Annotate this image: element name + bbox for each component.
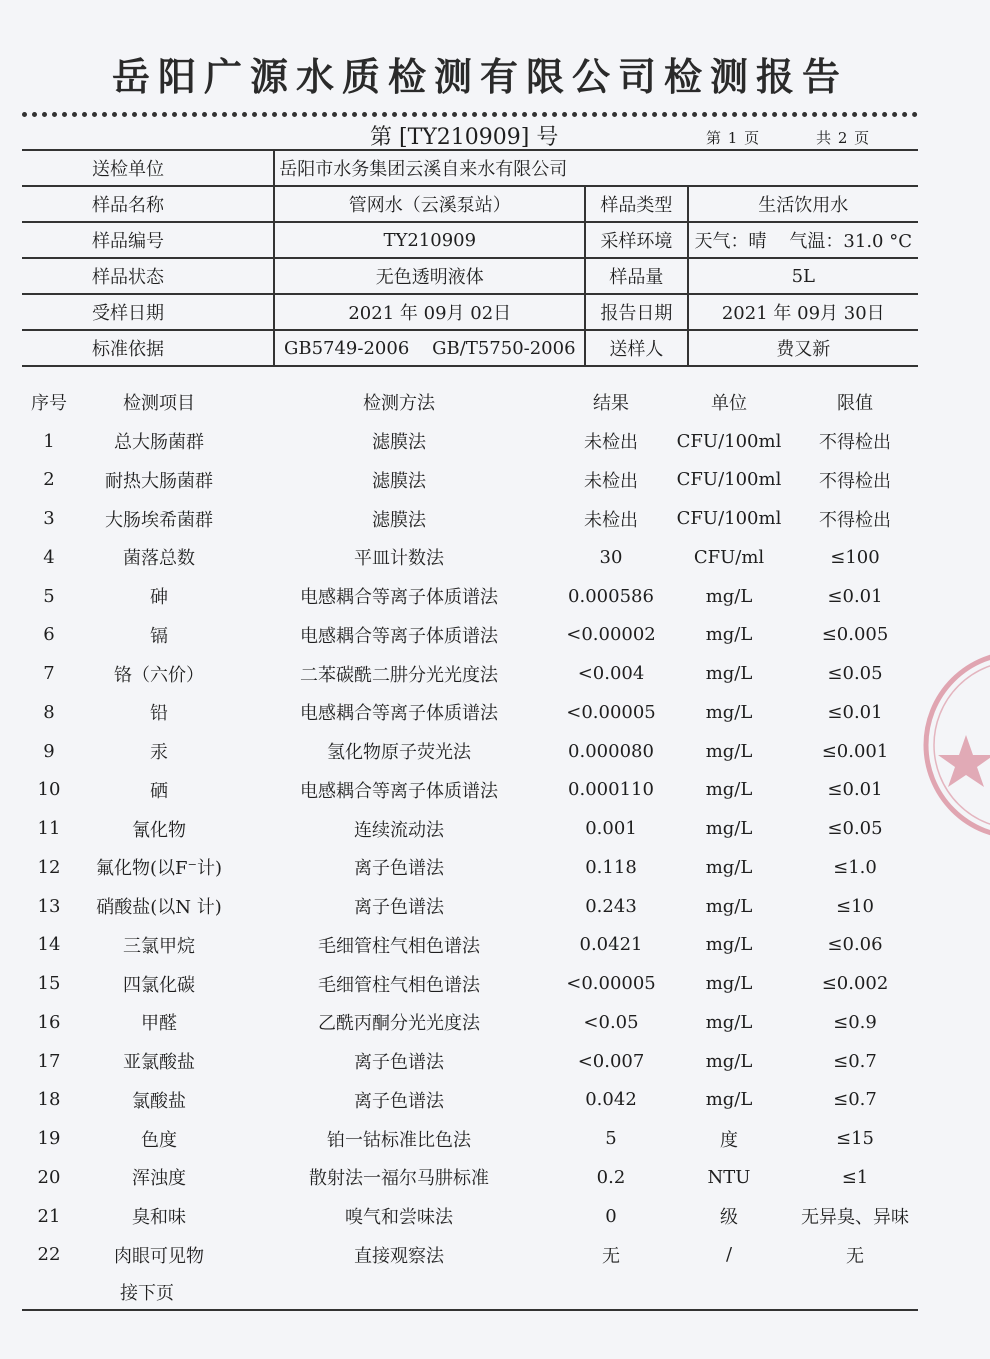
cell-unit: mg/L	[705, 973, 753, 995]
cell-item: 三氯甲烷	[123, 935, 195, 957]
cell-number: 15	[37, 973, 61, 995]
cell-limit: ≤0.01	[827, 779, 883, 801]
cell-item: 氰化物	[132, 819, 186, 841]
cell-result: 0.000110	[568, 779, 654, 801]
report-title: 岳阳广源水质检测有限公司检测报告	[111, 55, 848, 99]
cell-number: 7	[43, 663, 55, 685]
header-cell: 结果	[593, 393, 629, 415]
cell-limit: 无	[846, 1245, 864, 1267]
table-row	[22, 887, 918, 926]
cell-unit: mg/L	[705, 624, 753, 646]
table-row	[22, 964, 918, 1003]
cell-result: <0.05	[583, 1011, 639, 1033]
cell-item: 耐热大肠菌群	[105, 470, 213, 492]
cell-limit: ≤0.7	[833, 1050, 877, 1072]
info-row	[22, 330, 918, 366]
table-row	[22, 848, 918, 887]
cell-result: 无	[602, 1245, 620, 1267]
cell-limit: ≤100	[830, 546, 880, 568]
cell-result: 未检出	[584, 432, 638, 454]
cell-result: 0.001	[585, 818, 637, 840]
cell-number: 20	[37, 1166, 61, 1188]
cell-limit: ≤1	[841, 1166, 869, 1188]
cell-number: 19	[37, 1128, 61, 1150]
cell-method: 电感耦合等离子体质谱法	[300, 703, 498, 725]
cell-method: 离子色谱法	[354, 897, 444, 919]
table-row	[22, 577, 918, 616]
table-row	[22, 1119, 918, 1158]
cell-result: 0.243	[585, 895, 637, 917]
cell-number: 5	[43, 585, 55, 607]
cell-method: 滤膜法	[372, 509, 426, 531]
cell-limit: ≤1.0	[833, 856, 877, 878]
page-current: 第 1 页	[706, 129, 761, 147]
info-label: 样品状态	[22, 258, 274, 294]
cell-result: 未检出	[584, 509, 638, 531]
cell-result: 0.000080	[568, 740, 654, 762]
cell-method: 毛细管柱气相色谱法	[318, 935, 480, 957]
cell-limit: 不得检出	[819, 509, 891, 531]
cell-number: 9	[43, 740, 55, 762]
table-row	[22, 499, 918, 538]
table-row	[22, 461, 918, 500]
cell-result: 0.0421	[579, 934, 643, 956]
cell-item: 氯酸盐	[132, 1090, 186, 1112]
cell-number: 18	[37, 1089, 61, 1111]
table-row	[22, 1197, 918, 1236]
cell-item: 总大肠菌群	[114, 432, 204, 454]
cell-number: 21	[37, 1205, 61, 1227]
cell-limit: ≤0.05	[827, 818, 883, 840]
info-label: 受样日期	[22, 294, 274, 330]
cell-item: 汞	[150, 742, 168, 764]
cell-method: 直接观察法	[354, 1245, 444, 1267]
cell-number: 4	[43, 546, 55, 568]
cell-method: 平皿计数法	[354, 548, 444, 570]
cell-limit: ≤0.06	[827, 934, 883, 956]
cell-item: 菌落总数	[123, 548, 195, 570]
continued-note: 接下页	[120, 1283, 174, 1304]
cell-number: 14	[37, 934, 61, 956]
header-cell: 检测项目	[123, 393, 195, 415]
header-cell: 单位	[711, 393, 747, 415]
cell-item: 肉眼可见物	[114, 1245, 204, 1267]
cell-result: <0.004	[577, 663, 645, 685]
cell-limit: ≤0.005	[821, 624, 889, 646]
cell-unit: 度	[720, 1129, 738, 1151]
cell-limit: 不得检出	[819, 432, 891, 454]
cell-unit: mg/L	[705, 1011, 753, 1033]
cell-result: 0	[605, 1205, 617, 1227]
table-row	[22, 809, 918, 848]
cell-result: 0.118	[585, 856, 637, 878]
cell-number: 16	[37, 1011, 61, 1033]
table-row	[22, 1003, 918, 1042]
cell-method: 滤膜法	[372, 432, 426, 454]
cell-unit: CFU/100ml	[676, 469, 782, 491]
test-results-table	[22, 383, 918, 1274]
header-cell: 检测方法	[363, 393, 435, 415]
cell-result: <0.00005	[566, 973, 656, 995]
info-row	[22, 186, 918, 222]
info-label: 标准依据	[22, 330, 274, 366]
cell-number: 2	[43, 469, 55, 491]
sample-info-table	[22, 149, 918, 367]
info-label: 采样环境	[585, 222, 687, 258]
info-label: 送样人	[585, 330, 687, 366]
cell-unit: /	[725, 1244, 733, 1266]
cell-number: 17	[37, 1050, 61, 1072]
cell-number: 10	[37, 779, 61, 801]
cell-unit: mg/L	[705, 585, 753, 607]
cell-method: 乙酰丙酮分光光度法	[318, 1013, 480, 1035]
info-label: 报告日期	[585, 294, 687, 330]
cell-result: <0.00005	[566, 701, 656, 723]
table-row	[22, 1081, 918, 1120]
cell-item: 甲醛	[141, 1013, 177, 1035]
cell-limit: ≤0.9	[833, 1011, 877, 1033]
info-value: 无色透明液体	[274, 258, 585, 294]
cell-limit: ≤0.01	[827, 701, 883, 723]
cell-method: 散射法一福尔马肼标准	[309, 1168, 489, 1190]
cell-number: 6	[43, 624, 55, 646]
cell-number: 8	[43, 701, 55, 723]
info-value: 生活饮用水	[688, 186, 918, 222]
cell-method: 离子色谱法	[354, 858, 444, 880]
cell-limit: ≤0.001	[821, 740, 889, 762]
cell-method: 连续流动法	[354, 819, 444, 841]
cell-method: 嗅气和尝味法	[345, 1207, 453, 1229]
info-row	[22, 222, 918, 258]
stamp-seal-icon	[918, 640, 990, 850]
cell-unit: mg/L	[705, 856, 753, 878]
cell-method: 铂一钴标准比色法	[327, 1129, 471, 1151]
cell-item: 大肠埃希菌群	[105, 509, 213, 531]
cell-method: 离子色谱法	[354, 1090, 444, 1112]
header-cell: 限值	[837, 393, 873, 415]
info-value: 2021 年 09月 02日	[274, 294, 585, 330]
cell-number: 13	[37, 895, 61, 917]
table-row	[22, 771, 918, 810]
cell-unit: mg/L	[705, 740, 753, 762]
cell-unit: mg/L	[705, 1089, 753, 1111]
cell-item: 硒	[150, 780, 168, 802]
cell-limit: ≤15	[836, 1128, 874, 1150]
cell-unit: NTU	[707, 1166, 751, 1188]
table-row	[22, 732, 918, 771]
cell-limit: ≤0.7	[833, 1089, 877, 1111]
cell-method: 电感耦合等离子体质谱法	[300, 780, 498, 802]
cell-method: 电感耦合等离子体质谱法	[300, 625, 498, 647]
cell-unit: mg/L	[705, 663, 753, 685]
cell-number: 1	[43, 430, 55, 452]
dotted-divider	[22, 112, 918, 117]
cell-method: 二苯碳酰二肼分光光度法	[300, 664, 498, 686]
info-value: GB5749-2006 GB/T5750-2006	[274, 330, 585, 366]
cell-unit: mg/L	[705, 1050, 753, 1072]
table-row	[22, 1042, 918, 1081]
info-value: 管网水（云溪泵站）	[274, 186, 585, 222]
info-value: TY210909	[274, 222, 585, 258]
cell-result: 30	[599, 546, 623, 568]
cell-item: 砷	[150, 587, 168, 609]
cell-unit: mg/L	[705, 818, 753, 840]
cell-unit: 级	[720, 1207, 738, 1229]
cell-number: 3	[43, 508, 55, 530]
cell-result: 0.2	[596, 1166, 626, 1188]
info-value: 5L	[688, 258, 918, 294]
cell-result: 未检出	[584, 470, 638, 492]
cell-unit: mg/L	[705, 779, 753, 801]
info-label: 样品编号	[22, 222, 274, 258]
bottom-rule	[22, 1309, 918, 1311]
table-row	[22, 616, 918, 655]
page-total: 共 2 页	[816, 129, 871, 147]
cell-number: 11	[37, 818, 61, 840]
cell-item: 亚氯酸盐	[123, 1052, 195, 1074]
info-value: 天气：晴 气温：31.0 °C	[688, 222, 918, 258]
cell-item: 铅	[150, 703, 168, 725]
info-label: 样品类型	[585, 186, 687, 222]
cell-limit: 不得检出	[819, 470, 891, 492]
cell-item: 氟化物(以F⁻计)	[95, 858, 223, 880]
cell-item: 色度	[141, 1129, 177, 1151]
cell-limit: ≤10	[836, 895, 874, 917]
table-row	[22, 1236, 918, 1275]
cell-unit: mg/L	[705, 934, 753, 956]
table-row	[22, 926, 918, 965]
info-row	[22, 150, 918, 186]
info-row	[22, 258, 918, 294]
cell-method: 毛细管柱气相色谱法	[318, 974, 480, 996]
cell-item: 镉	[150, 625, 168, 647]
page-info	[706, 127, 870, 148]
info-label: 样品名称	[22, 186, 274, 222]
cell-item: 硝酸盐(以N 计)	[96, 897, 222, 919]
info-row	[22, 294, 918, 330]
cell-method: 滤膜法	[372, 470, 426, 492]
cell-unit: mg/L	[705, 895, 753, 917]
cell-unit: CFU/100ml	[676, 508, 782, 530]
report-number: 第 [TY210909] 号	[370, 125, 559, 150]
info-value: 2021 年 09月 30日	[688, 294, 918, 330]
cell-limit: ≤0.002	[821, 973, 889, 995]
info-value: 岳阳市水务集团云溪自来水有限公司	[274, 150, 918, 186]
cell-result: 0.042	[585, 1089, 637, 1111]
info-label: 送检单位	[22, 150, 274, 186]
cell-item: 铬（六价）	[114, 664, 204, 686]
cell-item: 浑浊度	[132, 1168, 186, 1190]
cell-unit: mg/L	[705, 701, 753, 723]
cell-unit: CFU/ml	[693, 546, 765, 568]
cell-limit: ≤0.01	[827, 585, 883, 607]
table-header-row	[22, 383, 918, 422]
cell-result: 5	[605, 1128, 617, 1150]
cell-number: 22	[37, 1244, 61, 1266]
table-row	[22, 1158, 918, 1197]
info-label: 样品量	[585, 258, 687, 294]
header-cell: 序号	[31, 393, 67, 415]
cell-method: 电感耦合等离子体质谱法	[300, 587, 498, 609]
cell-item: 臭和味	[132, 1207, 186, 1229]
table-row	[22, 538, 918, 577]
cell-limit: 无异臭、异味	[801, 1207, 909, 1229]
cell-result: <0.007	[577, 1050, 645, 1072]
cell-number: 12	[37, 856, 61, 878]
table-row	[22, 422, 918, 461]
cell-item: 四氯化碳	[123, 974, 195, 996]
cell-method: 离子色谱法	[354, 1052, 444, 1074]
cell-limit: ≤0.05	[827, 663, 883, 685]
table-row	[22, 654, 918, 693]
cell-unit: CFU/100ml	[676, 430, 782, 452]
cell-method: 氢化物原子荧光法	[327, 742, 471, 764]
table-row	[22, 693, 918, 732]
cell-result: 0.000586	[568, 585, 654, 607]
info-value: 费又新	[688, 330, 918, 366]
cell-result: <0.00002	[566, 624, 656, 646]
